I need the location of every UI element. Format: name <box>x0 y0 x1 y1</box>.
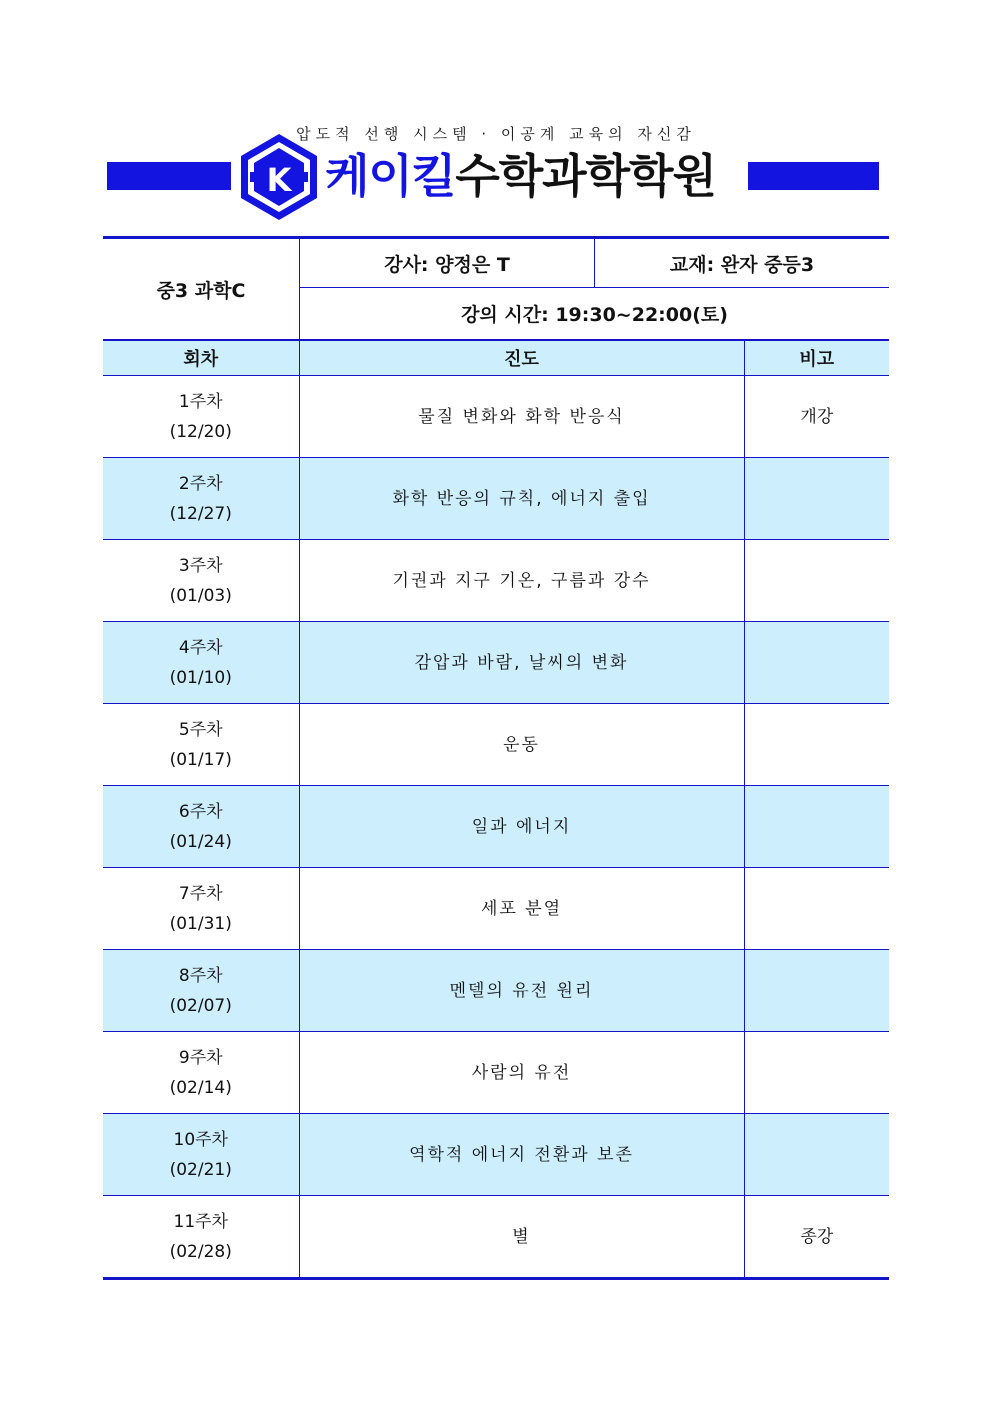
note-cell: 종강 <box>744 1196 889 1279</box>
header-note: 비고 <box>744 341 889 376</box>
academy-name-brand: 케이킬 <box>325 149 456 203</box>
table-row <box>103 458 889 540</box>
week-date: (01/03) <box>169 585 232 606</box>
table-row <box>103 376 889 458</box>
table-row <box>103 1032 889 1114</box>
week-date: (12/20) <box>169 421 232 442</box>
week-label: 5주차 <box>178 719 223 740</box>
week-label: 10주차 <box>173 1129 228 1150</box>
class-name: 중3 과학C <box>103 239 300 339</box>
week-label: 2주차 <box>178 473 223 494</box>
topic-cell: 세포 분열 <box>299 868 744 950</box>
session-cell <box>103 868 299 950</box>
week-label: 3주차 <box>178 555 223 576</box>
week-date: (02/14) <box>169 1077 232 1098</box>
table-row <box>103 786 889 868</box>
session-cell <box>103 1114 299 1196</box>
course-info-table <box>103 236 889 341</box>
session-cell <box>103 622 299 704</box>
topic-cell: 사람의 유전 <box>299 1032 744 1114</box>
table-row <box>103 1196 889 1279</box>
session-cell <box>103 1196 299 1279</box>
academy-tagline: 압도적 선행 시스템 · 이공계 교육의 자신감 <box>296 125 696 143</box>
note-cell <box>744 622 889 704</box>
header-progress: 진도 <box>299 341 744 376</box>
table-row <box>103 1114 889 1196</box>
header-session: 회차 <box>103 341 299 376</box>
academy-name <box>325 146 716 206</box>
schedule-header-row <box>103 341 889 376</box>
table-row <box>103 622 889 704</box>
schedule-table <box>103 341 889 1280</box>
week-date: (02/07) <box>169 995 232 1016</box>
week-label: 1주차 <box>178 391 223 412</box>
week-date: (01/10) <box>169 667 232 688</box>
academy-logo-icon <box>238 132 320 222</box>
note-cell <box>744 540 889 622</box>
session-cell <box>103 540 299 622</box>
week-date: (01/24) <box>169 831 232 852</box>
week-label: 7주차 <box>178 883 223 904</box>
topic-cell: 운동 <box>299 704 744 786</box>
header-bar-left <box>107 162 231 190</box>
note-cell <box>744 1032 889 1114</box>
topic-cell: 별 <box>299 1196 744 1279</box>
week-date: (01/17) <box>169 749 232 770</box>
week-date: (01/31) <box>169 913 232 934</box>
session-cell <box>103 786 299 868</box>
week-date: (02/28) <box>169 1241 232 1262</box>
topic-cell: 물질 변화와 화학 반응식 <box>299 376 744 458</box>
table-row <box>103 704 889 786</box>
note-cell <box>744 458 889 540</box>
table-row <box>103 868 889 950</box>
topic-cell: 기권과 지구 기온, 구름과 강수 <box>299 540 744 622</box>
topic-cell: 감압과 바람, 날씨의 변화 <box>299 622 744 704</box>
topic-cell: 멘델의 유전 원리 <box>299 950 744 1032</box>
textbook-name: 교재: 완자 중등3 <box>595 239 889 288</box>
week-label: 6주차 <box>178 801 223 822</box>
teacher-name: 강사: 양정은 T <box>300 239 595 288</box>
note-cell: 개강 <box>744 376 889 458</box>
week-label: 11주차 <box>173 1211 228 1232</box>
session-cell <box>103 1032 299 1114</box>
week-label: 9주차 <box>178 1047 223 1068</box>
week-date: (02/21) <box>169 1159 232 1180</box>
header-bar-right <box>748 162 879 190</box>
topic-cell: 화학 반응의 규칙, 에너지 출입 <box>299 458 744 540</box>
session-cell <box>103 950 299 1032</box>
session-cell <box>103 458 299 540</box>
week-date: (12/27) <box>169 503 232 524</box>
table-row <box>103 950 889 1032</box>
week-label: 4주차 <box>178 637 223 658</box>
academy-name-main: 수학과학학원 <box>455 149 716 203</box>
topic-cell: 역학적 에너지 전환과 보존 <box>299 1114 744 1196</box>
note-cell <box>744 786 889 868</box>
session-cell <box>103 704 299 786</box>
note-cell <box>744 868 889 950</box>
table-row <box>103 540 889 622</box>
lecture-time: 강의 시간: 19:30~22:00(토) <box>461 304 728 326</box>
session-cell <box>103 376 299 458</box>
note-cell <box>744 950 889 1032</box>
note-cell <box>744 704 889 786</box>
logo-letter: K <box>266 161 292 199</box>
week-label: 8주차 <box>178 965 223 986</box>
note-cell <box>744 1114 889 1196</box>
topic-cell: 일과 에너지 <box>299 786 744 868</box>
